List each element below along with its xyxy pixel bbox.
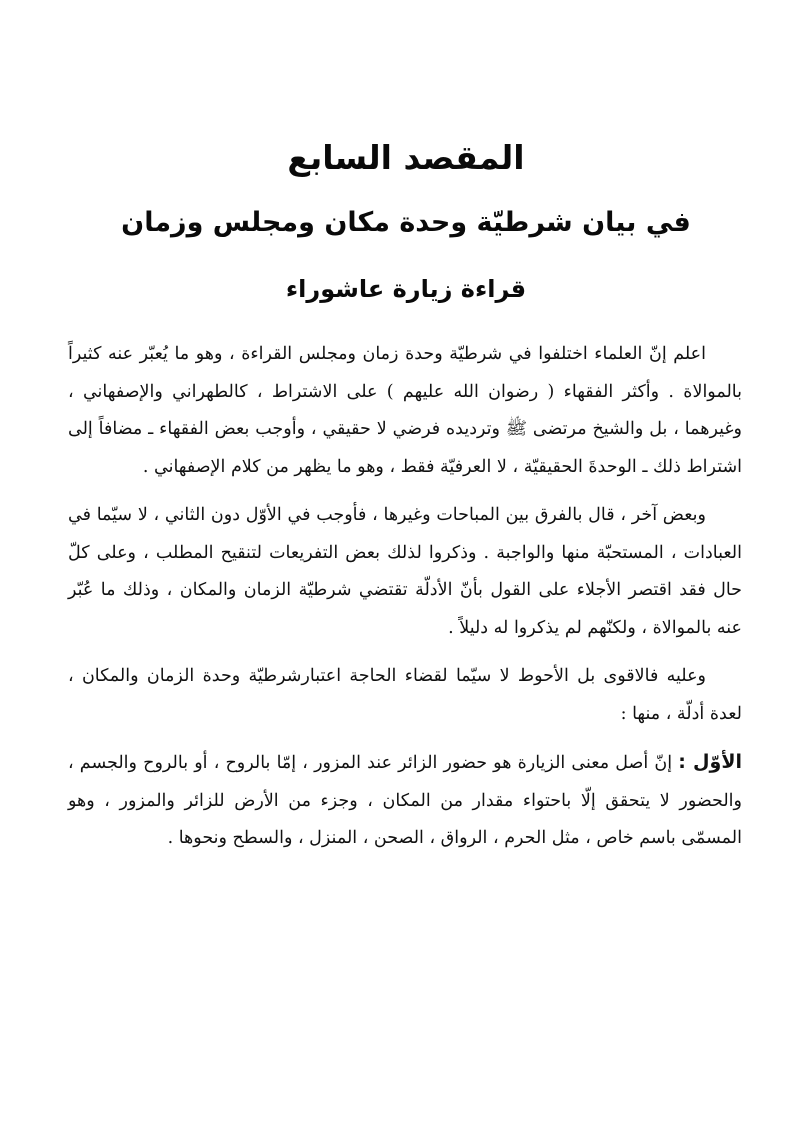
chapter-subtitle: في بيان شرطيّة وحدة مكان ومجلس وزمان [121,207,691,238]
paragraph-3: وعليه فالاقوى بل الأحوط لا سيّما لقضاء الحاجة اعتبارشرطيّة وحدة الزمان والمكان ، لعدة أدلّة ، منها : [68,666,742,724]
paragraph-1: اعلم إنّ العلماء اختلفوا في شرطيّة وحدة زمان ومجلس القراءة ، وهو ما يُعبّر عنه كثيراً بالموالاة . وأكثر الفقهاء ( رضوان الله عليهم ) على الاشتراط ، كالطهراني والإصفهاني ، وغيرهما ، بل والشيخ مرتضى ﷺ وترديده فرضي لا حقيقي ، وأوجب بعض الفقهاء ـ مضافاً إلى اشتراط ذلك ـ الوحدةَ الحقيقيّة ، لا العرفيّة فقط ، وهو ما يظهر من كلام الإصفهاني . [68,344,742,477]
first-point-paragraph [68,744,742,858]
section-heading: قراءة زيارة عاشوراء [285,275,527,303]
body-text [68,336,742,869]
paragraph-2: وبعض آخر ، قال بالفرق بين المباحات وغيرها ، فأوجب في الأوّل دون الثاني ، لا سيّما في العبادات ، المستحبّة منها والواجبة . وذكروا لذلك بعض التفريعات لتنقيح المطلب ، وعلى كلّ حال فقد اقتصر الأجلاء على القول بأنّ الأدلّة تقتضي شرطيّة الزمان والمكان ، وذلك ما عُبّر عنه بالموالاة ، ولكنّهم لم يذكروا له دليلاً . [68,505,742,638]
first-point-lead: الأوّل : [678,751,743,773]
first-point-text: إنّ أصل معنى الزيارة هو حضور الزائر عند المزور ، إمّا بالروح ، أو بالروح والجسم ، والحضور لا يتحقق إلّا باحتواء مقدار من المكان ، وجزء من الأرض للزائر والمزور ، وهو المسمّى باسم خاص ، مثل الحرم ، الرواق ، الصحن ، المنزل ، والسطح ونحوها . [68,753,742,848]
chapter-title: المقصد السابع [287,138,525,177]
